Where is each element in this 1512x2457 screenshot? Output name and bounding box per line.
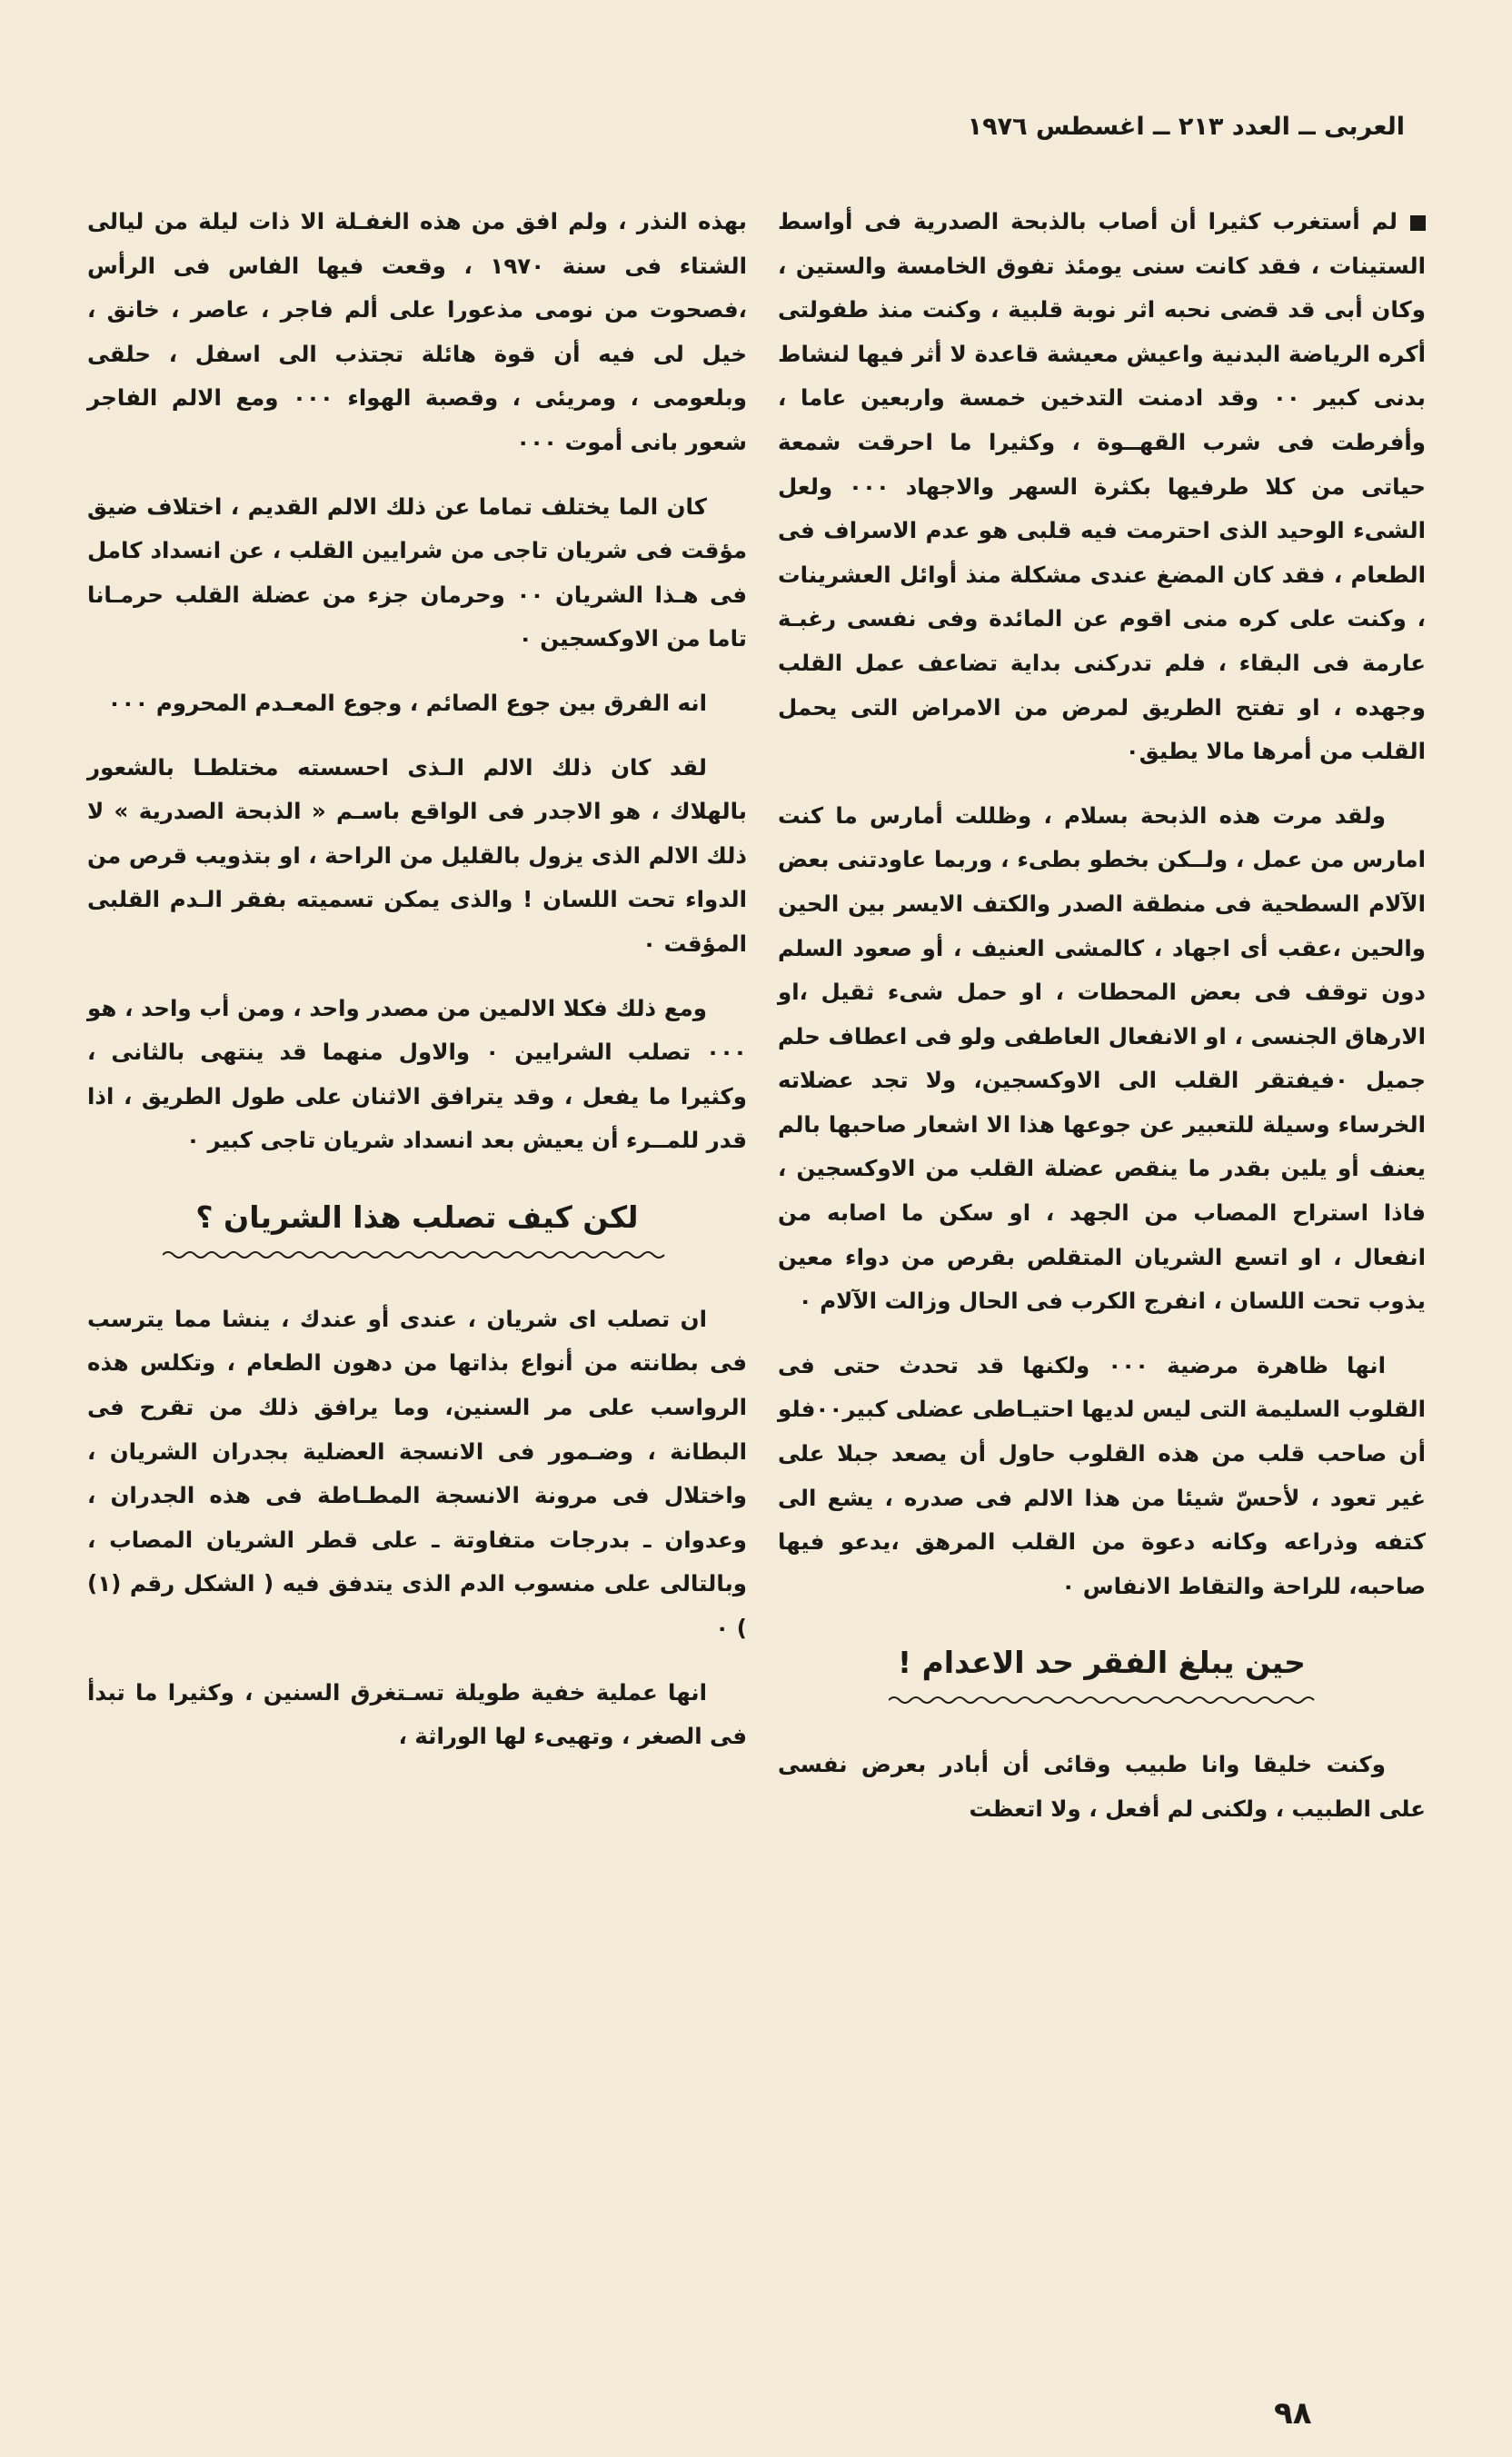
paragraph: انها ظاهرة مرضية ٠٠٠ ولكنها قد تحدث حتى فى القلوب السليمة التى ليس لديها احتيـاطى عضلى كبير٠٠فلو أن صاحب قلب من هذه القلوب حاول أن يصعد جبلا على غير تعود ، لأحسّ شيئا من هذا الالم فى صدره ، يشع الى كتفه وذراعه وكانه دعوة من القلب المرهق ،يدعو فيها صاحبه، للراحة والتقاط الانفاس ٠ (778, 1351, 1426, 1599)
paragraph: ومع ذلك فكلا الالمين من مصدر واحد ، ومن أب واحد ، هو ٠٠٠ تصلب الشرايين ٠ والاول منهما قد ينتهى بالثانى ، وكثيرا ما يفعل ، وقد يترافق الاثنان على طول الطريق ، اذا قدر للمــرء أن يعيش بعد انسداد شريان تاجى كبير ٠ (87, 994, 747, 1154)
left-column (87, 200, 747, 1779)
page-number: ٩٨ (1274, 2395, 1312, 2432)
right-column (778, 200, 1426, 1852)
paragraph: كان الما يختلف تماما عن ذلك الالم القديم ، اختلاف ضيق مؤقت فى شريان تاجى من شرايين القلب ، عن انسداد كامل فى هـذا الشريان ٠٠ وحرمان جزء من عضلة القلب حرمـانا تاما من الاوكسجين ٠ (87, 492, 747, 652)
paragraph (778, 200, 1426, 774)
paragraph-text: لم أستغرب كثيرا أن أصاب بالذبحة الصدرية فى أواسط الستينات ، فقد كانت سنى يومئذ تفوق الخامسة والستين ، وكان أبى قد قضى نحبه اثر نوبة قلبية ، وكنت منذ طفولتى أكره الرياضة البدنية واعيش معيشة قاعدة لا أثر فيها لنشاط بدنى كبير ٠٠ وقد ادمنت التدخين خمسة واربعين عاما ، وأفرطت فى شرب القهــوة ، وكثيرا ما احرقت شمعة حياتى من كلا طرفيها بكثرة السهر والاجهاد ٠٠٠ ولعل الشىء الوحيد الذى احترمت فيه قلبى هو عدم الاسراف فى الطعام ، فقد كان المضغ عندى مشكلة منذ أوائل العشرينات ، وكنت على كره منى اقوم عن المائدة وفى نفسى رغبـة عارمة فى البقاء ، فلم تدركنى بداية تضاعف عمل القلب وجهده ، او تفتح الطريق لمرض من الامراض التى يحمل القلب من أمرها مالا يطيق٠ (778, 208, 1427, 765)
running-header: العربى ــ العدد ٢١٣ ــ اغسطس ١٩٧٦ (967, 113, 1405, 141)
subheading-text: لكن كيف تصلب هذا الشريان ؟ (195, 1199, 639, 1235)
paragraph: انها عملية خفية طويلة تسـتغرق السنين ، وكثيرا ما تبدأ فى الصغر ، وتهيىء لها الوراثة ، (87, 1678, 747, 1750)
paragraph: لقد كان ذلك الالم الـذى احسسته مختلطـا بالشعور بالهلاك ، هو الاجدر فى الواقع باسـم « الذبحة الصدرية » لا ذلك الالم الذى يزول بالقليل من الراحة ، او بتذويب قرص من الدواء تحت اللسان ! والذى يمكن تسميته بفقر الـدم القلبى المؤقت ٠ (87, 753, 747, 957)
wavy-underline-icon (889, 1694, 1316, 1706)
section-subheading (778, 1641, 1426, 1706)
section-subheading (87, 1196, 747, 1261)
subheading-text: حين يبلغ الفقر حد الاعدام ! (898, 1645, 1306, 1681)
paragraph: ان تصلب اى شريان ، عندى أو عندك ، ينشا مما يترسب فى بطانته من أنواع بذاتها من دهون الطعام ، وتكلس هذه الرواسب على مر السنين، وما يرافق ذلك من تقرح فى البطانة ، وضـمور فى الانسجة العضلية بجدران الشريان ، واختلال فى مرونة الانسجة المطـاطة فى هذه الجدران ، وعدوان ـ بدرجات متفاوتة ـ على قطر الشريان المصاب ، وبالتالى على منسوب الدم الذى يتدفق فيه ( الشكل رقم (١) ) ٠ (87, 1305, 747, 1642)
paragraph: ولقد مرت هذه الذبحة بسلام ، وظللت أمارس ما كنت امارس من عمل ، ولــكن بخطو بطىء ، وربما عاودتنى بعض الآلام السطحية فى منطقة الصدر والكتف الايسر بين الحين والحين ،عقب أى اجهاد ، كالمشى العنيف ، أو صعود السلم دون توقف فى بعض المحطات ، او حمل شىء ثقيل ،او الارهاق الجنسى ، او الانفعال العاطفى ولو فى اعطاف حلم جميل ٠فيفتقر القلب الى الاوكسجين، ولا تجد عضلاته الخرساء وسيلة للتعبير عن جوعها هذا الا اشعار صاحبها بالم يعنف أو يلين بقدر ما ينقص عضلة القلب من الاوكسجين ، فاذا استراح المصاب من الجهد ، او سكن ما اصابه من انفعال ، او اتسع الشريان المتقلص بقرص من دواء معين يذوب تحت اللسان ، انفرج الكرب فى الحال وزالت الآلام ٠ (778, 801, 1426, 1315)
bullet-square-icon (1410, 215, 1426, 231)
paragraph: انه الفرق بين جوع الصائم ، وجوع المعـدم المحروم ٠٠٠ (107, 689, 707, 716)
paragraph: بهذه النذر ، ولم افق من هذه الغفـلة الا ذات ليلة من ليالى الشتاء فى سنة ١٩٧٠ ، وقعت فيها الفاس فى الرأس ،فصحوت من نومى مذعورا على ألم فاجر ، عاصر ، خانق ، خيل لى فيه أن قوة هائلة تجتذب الى اسفل ، حلقى وبلعومى ، ومريئى ، وقصبة الهواء ٠٠٠ ومع الالم الفاجر شعور بانى أموت ٠٠٠ (87, 208, 748, 455)
paragraph: وكنت خليقا وانا طبيب وقائى أن أبادر بعرض نفسى على الطبيب ، ولكنى لم أفعل ، ولا اتعظت (778, 1751, 1426, 1822)
wavy-underline-icon (163, 1248, 671, 1261)
